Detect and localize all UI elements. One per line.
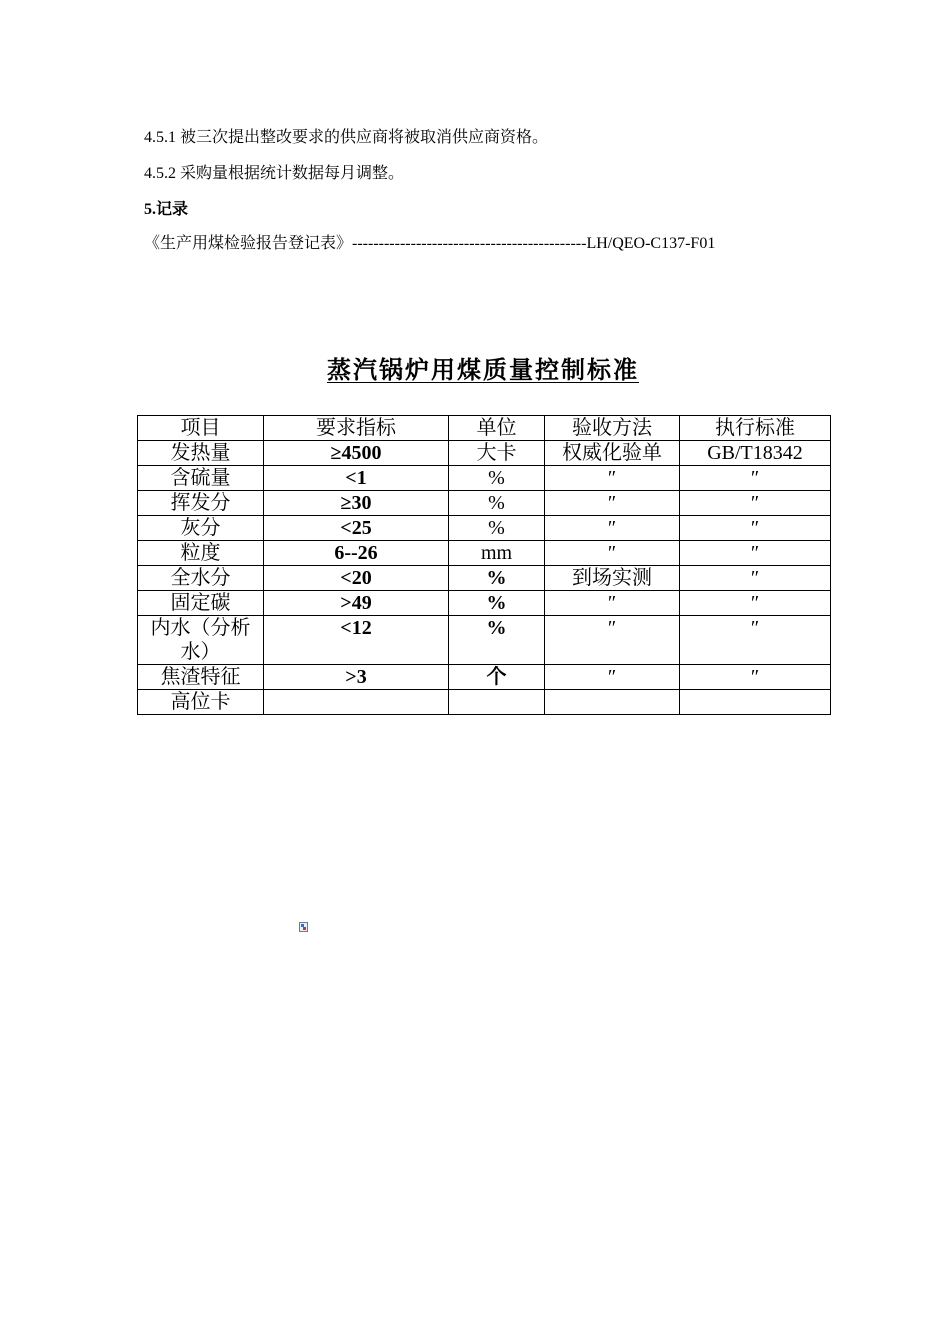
method-cell: ″ — [545, 466, 680, 491]
header-cell: 验收方法 — [545, 416, 680, 441]
requirement-cell: >49 — [264, 591, 449, 616]
unit-cell: mm — [449, 541, 545, 566]
paragraph-4-5-2: 4.5.2 采购量根据统计数据每月调整。 — [144, 165, 405, 182]
table-row — [138, 466, 831, 491]
table-row — [138, 541, 831, 566]
requirement-cell: <20 — [264, 566, 449, 591]
standard-cell: ″ — [680, 566, 831, 591]
table-row — [138, 566, 831, 591]
method-cell: ″ — [545, 591, 680, 616]
table-title: 蒸汽锅炉用煤质量控制标准 — [327, 356, 639, 384]
header-cell: 要求指标 — [264, 416, 449, 441]
unit-cell: 大卡 — [449, 441, 545, 466]
unit-cell — [449, 690, 545, 715]
requirement-cell: 6--26 — [264, 541, 449, 566]
standard-cell: ″ — [680, 591, 831, 616]
header-cell: 执行标准 — [680, 416, 831, 441]
item-cell: 焦渣特征 — [138, 665, 264, 690]
unit-cell: % — [449, 466, 545, 491]
method-cell: ″ — [545, 516, 680, 541]
requirement-cell: <12 — [264, 616, 449, 665]
requirement-cell: ≥4500 — [264, 441, 449, 466]
section-heading-records: 5.记录 — [144, 201, 189, 218]
requirement-cell — [264, 690, 449, 715]
method-cell: 到场实测 — [545, 566, 680, 591]
item-cell: 含硫量 — [138, 466, 264, 491]
table-row — [138, 616, 831, 665]
unit-cell: % — [449, 491, 545, 516]
standard-cell: ″ — [680, 616, 831, 665]
table-row — [138, 516, 831, 541]
unit-cell: % — [449, 616, 545, 665]
requirement-cell: <25 — [264, 516, 449, 541]
method-cell: ″ — [545, 541, 680, 566]
item-cell: 挥发分 — [138, 491, 264, 516]
item-cell: 全水分 — [138, 566, 264, 591]
table-row — [138, 591, 831, 616]
table-header-row — [138, 416, 831, 441]
requirement-cell: <1 — [264, 466, 449, 491]
standard-cell: ″ — [680, 466, 831, 491]
method-cell: ″ — [545, 616, 680, 665]
table-row — [138, 665, 831, 690]
unit-cell: % — [449, 591, 545, 616]
unit-cell: 个 — [449, 665, 545, 690]
header-cell: 单位 — [449, 416, 545, 441]
item-cell: 固定碳 — [138, 591, 264, 616]
method-cell — [545, 690, 680, 715]
image-placeholder-icon — [299, 922, 308, 932]
item-cell: 高位卡 — [138, 690, 264, 715]
standard-cell: ″ — [680, 541, 831, 566]
unit-cell: % — [449, 566, 545, 591]
table-row — [138, 441, 831, 466]
requirement-cell: >3 — [264, 665, 449, 690]
requirement-cell: ≥30 — [264, 491, 449, 516]
standard-cell: ″ — [680, 516, 831, 541]
record-form-line: 《生产用煤检验报告登记表》--------------------------------------------LH/QEO-C137-F01 — [144, 235, 716, 252]
standard-cell: ″ — [680, 665, 831, 690]
standard-cell: GB/T18342 — [680, 441, 831, 466]
item-cell: 粒度 — [138, 541, 264, 566]
method-cell: 权威化验单 — [545, 441, 680, 466]
item-cell: 发热量 — [138, 441, 264, 466]
table-row — [138, 690, 831, 715]
item-cell: 灰分 — [138, 516, 264, 541]
header-cell: 项目 — [138, 416, 264, 441]
table-row — [138, 491, 831, 516]
method-cell: ″ — [545, 665, 680, 690]
coal-quality-standard-table — [137, 415, 831, 715]
paragraph-4-5-1: 4.5.1 被三次提出整改要求的供应商将被取消供应商资格。 — [144, 129, 549, 146]
standard-cell: ″ — [680, 491, 831, 516]
method-cell: ″ — [545, 491, 680, 516]
standard-cell — [680, 690, 831, 715]
item-cell: 内水（分析水） — [138, 616, 264, 665]
unit-cell: % — [449, 516, 545, 541]
